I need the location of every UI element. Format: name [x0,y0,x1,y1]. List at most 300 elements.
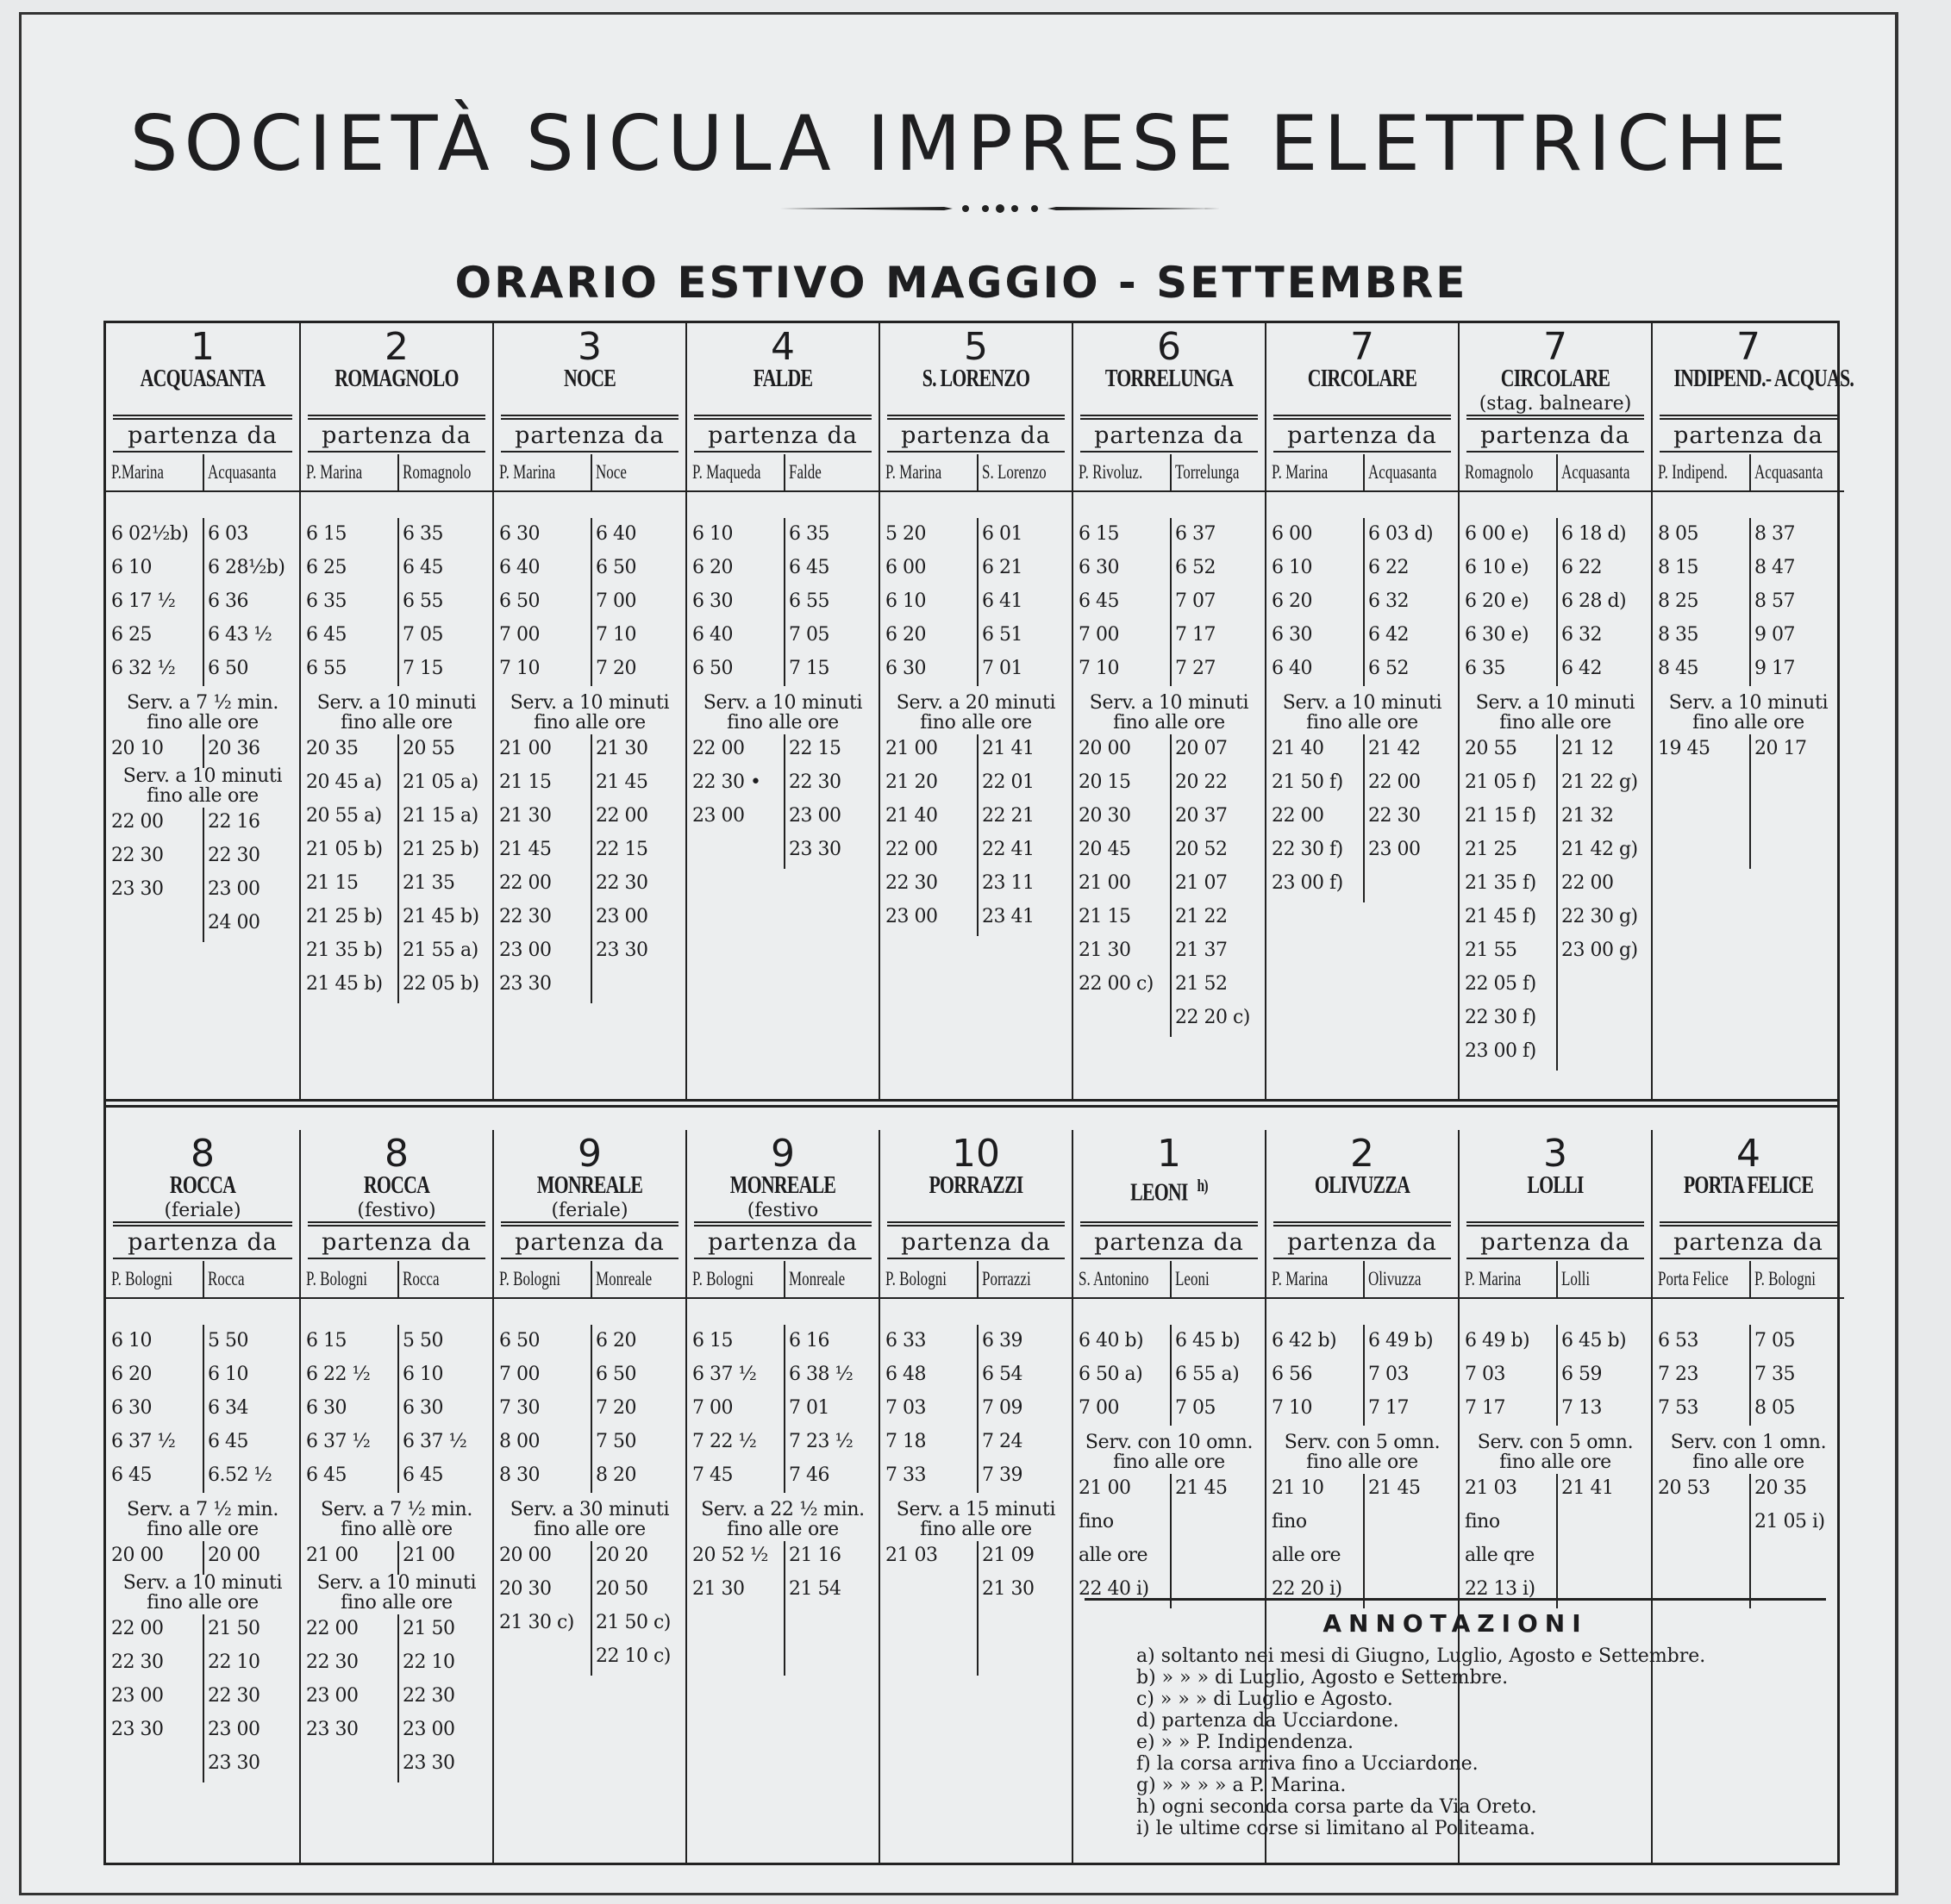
stop-divider [1363,454,1365,490]
time-column-divider [203,1614,204,1782]
departure-time: 8 25 [1658,590,1698,612]
departure-label: partenza da [1480,422,1630,449]
header-rule [301,1297,492,1299]
header-rule [1660,415,1837,420]
header-rule [687,1297,879,1299]
departure-time: 23 00 f) [1465,1040,1536,1062]
line-column [1072,323,1265,1099]
time-column-divider [1363,734,1365,902]
departure-time: 6 15 [1079,523,1119,545]
departure-label: partenza da [901,1229,1051,1256]
departure-label: partenza da [322,422,472,449]
departure-time: 9 17 [1754,658,1795,679]
line-column [685,323,879,1099]
departure-time: 6 16 [789,1330,829,1352]
departure-time: 6 55 [403,590,443,612]
stop-divider [1170,454,1172,490]
divider-ornament-icon [780,203,1220,215]
service-note: fino alle ore [147,712,259,734]
departure-time: 23 00 [111,1685,164,1707]
service-note: fino alle ore [727,712,839,734]
departure-label: partenza da [708,1229,858,1256]
line-name: ROCCA [363,1172,430,1199]
line-column [299,1130,492,1863]
header-rule [1080,1221,1258,1227]
departure-time: 7 15 [403,658,443,679]
departure-time: 7 53 [1658,1397,1698,1419]
service-note: Serv. a 10 minuti [1668,692,1829,714]
header-rule [1660,1258,1837,1259]
departure-time: 9 07 [1754,624,1795,646]
departure-time: 21 25 [1465,839,1517,860]
departure-time: 6 10 e) [1465,557,1529,578]
departure-time: 22 30 [789,771,841,793]
departure-time: 6 00 e) [1465,523,1529,545]
header-rule [494,490,685,492]
time-column-divider [203,808,204,942]
header-rule [1653,1297,1844,1299]
time-column-divider [203,734,204,768]
departure-time: 21 37 [1175,940,1228,961]
stop-name: Noce [596,461,627,483]
departure-time: 7 13 [1561,1397,1602,1419]
departure-time: 6 50 [499,1330,540,1352]
departure-time: 21 30 c) [499,1612,574,1633]
header-rule [1080,415,1258,420]
header-rule [106,490,299,492]
departure-time: 22 30 [403,1685,455,1707]
service-note: fino alle ore [1499,1451,1611,1473]
departure-time: 20 07 [1175,738,1228,759]
line-name: PORTA FELICE [1683,1172,1814,1199]
stop-name: P. Maqueda [692,461,761,483]
departure-time: 21 22 [1175,906,1228,927]
departure-time: 8 57 [1754,590,1795,612]
departure-time: 6 42 [1368,624,1409,646]
departure-time: 5 20 [885,523,926,545]
line-name: NOCE [564,365,616,392]
departure-time: 8 47 [1754,557,1795,578]
time-column-divider [397,1614,399,1782]
departure-time: 22 30 [208,845,260,866]
annotation-item: e) » » P. Indipendenza. [1136,1732,1354,1753]
stop-name: Monreale [789,1268,846,1289]
departure-time: 23 00 [208,1719,260,1740]
service-note: Serv. con 5 omn. [1284,1432,1441,1453]
departure-time: 20 00 [208,1545,260,1566]
line-name: PORRAZZI [929,1172,1023,1199]
departure-label: partenza da [1673,1229,1823,1256]
time-column-divider [1749,734,1751,869]
departure-time: 22 30 [1368,805,1421,827]
departure-time: 7 00 [499,624,540,646]
departure-time: 6 55 a) [1175,1364,1240,1385]
line-column [106,323,299,1099]
departure-time: 21 45 [1175,1477,1228,1499]
departure-time: 6 40 [1272,658,1312,679]
departure-time: 6 17 ½ [111,590,176,612]
line-number: 1 [191,325,215,369]
departure-label: partenza da [515,1229,665,1256]
header-rule [1466,415,1644,420]
departure-time: 22 15 [789,738,841,759]
stop-name: Acquasanta [1754,461,1823,483]
header-rule [687,490,879,492]
departure-time: 6 30 [885,658,926,679]
departure-time: 22 15 [596,839,648,860]
departure-time: 20 53 [1658,1477,1710,1499]
departure-label: partenza da [1480,1229,1630,1256]
departure-time: 6 45 [403,557,443,578]
time-column-divider [1749,518,1751,686]
line-column [879,1130,1072,1863]
departure-time: 22 00 [499,872,552,894]
stop-name: Torrelunga [1175,461,1240,483]
departure-time: 6 00 [1272,523,1312,545]
header-rule [1273,1221,1451,1227]
departure-time: 20 45 a) [306,771,382,793]
departure-time: 6 15 [692,1330,733,1352]
departure-time: 7 05 [403,624,443,646]
departure-time: 6 43 ½ [208,624,272,646]
departure-time: 6 35 [1465,658,1505,679]
service-note: Serv. con 10 omn. [1085,1432,1254,1453]
departure-time: fino [1465,1511,1500,1533]
departure-time: 21 45 [499,839,552,860]
departure-time: 19 45 [1658,738,1710,759]
annotation-item: d) partenza da Ucciardone. [1136,1710,1399,1732]
departure-time: 6 40 [499,557,540,578]
departure-time: 6 40 [596,523,636,545]
line-number: 9 [578,1132,602,1176]
header-rule [113,415,292,420]
departure-time: 20 15 [1079,771,1131,793]
stop-name: P. Marina [885,461,942,483]
departure-time: 6 37 [1175,523,1216,545]
departure-time: 21 42 [1368,738,1421,759]
header-rule [501,451,678,453]
service-note: fino alle ore [727,1519,839,1540]
time-column-divider [1749,1325,1751,1426]
annotation-item: h) ogni seconda corsa parte da Via Oreto. [1136,1796,1537,1818]
departure-time: 7 00 [692,1397,733,1419]
departure-time: 7 30 [499,1397,540,1419]
time-column-divider [591,1325,592,1493]
departure-label: partenza da [1287,422,1437,449]
departure-time: 22 16 [208,811,260,833]
stop-divider [977,1261,979,1297]
departure-time: 21 00 [1079,872,1131,894]
line-subtitle: (festivo) [357,1200,436,1221]
departure-time: 20 55 a) [306,805,382,827]
departure-time: 6 30 [499,523,540,545]
departure-time: 8 05 [1658,523,1698,545]
departure-time: 6 34 [208,1397,248,1419]
departure-time: 7 03 [1368,1364,1409,1385]
departure-time: 6 30 [692,590,733,612]
header-rule [501,1258,678,1259]
time-column-divider [591,1541,592,1676]
departure-time: 21 20 [885,771,938,793]
departure-time: 23 00 [885,906,938,927]
time-column-divider [1363,1325,1365,1426]
header-rule [880,490,1072,492]
header-rule [1273,1258,1451,1259]
departure-time: 6 50 [499,590,540,612]
stop-divider [1749,454,1751,490]
departure-label: partenza da [322,1229,472,1256]
stop-name: P. Bologni [1754,1268,1816,1289]
departure-time: 22 00 [1561,872,1614,894]
stop-name: Romagnolo [403,461,472,483]
line-column [106,1130,299,1863]
departure-time: 8 05 [1754,1397,1795,1419]
time-column-divider [1363,518,1365,686]
departure-time: 21 45 f) [1465,906,1536,927]
departure-time: 6 39 [982,1330,1022,1352]
time-column-divider [1556,518,1558,686]
departure-time: 22 30 [885,872,938,894]
departure-time: 23 00 f) [1272,872,1343,894]
time-column-divider [784,1541,785,1676]
service-note: fino alle ore [341,712,453,734]
company-title: SOCIETÀ SICULA IMPRESE ELETTRICHE [129,99,1793,188]
departure-time: 6 37 ½ [306,1431,371,1452]
departure-time: 7 01 [982,658,1022,679]
departure-time: 7 50 [596,1431,636,1452]
schedule-subtitle: ORARIO ESTIVO MAGGIO - SETTEMBRE [454,258,1468,308]
line-number: 2 [1350,1132,1374,1176]
departure-time: 8 20 [596,1464,636,1486]
departure-time: 23 30 [306,1719,359,1740]
departure-time: 22 05 b) [403,973,479,995]
stop-name: Rocca [208,1268,245,1289]
departure-time: 21 30 [1079,940,1131,961]
line-name: LOLLI [1527,1172,1584,1199]
header-rule [308,1221,485,1227]
line-name: FALDE [753,365,813,392]
departure-time: 21 41 [982,738,1035,759]
departure-time: 22 00 [111,1618,164,1639]
annotation-item: i) le ultime corse si limitano al Politeama. [1136,1818,1535,1839]
departure-time: 6 52 [1368,658,1409,679]
departure-time: 7 00 [499,1364,540,1385]
service-note: Serv. a 10 minuti [703,692,863,714]
service-note: fino alle ore [341,1592,453,1614]
annotation-item: b) » » » di Luglio, Agosto e Settembre. [1136,1667,1509,1689]
departure-time: 6 03 [208,523,248,545]
departure-time: 20 50 [596,1578,648,1600]
departure-time: 6 45 [111,1464,152,1486]
departure-time: 21 30 [596,738,648,759]
departure-time: 6 10 [208,1364,248,1385]
line-name: MONREALE [536,1172,643,1199]
service-note: fino alle ore [147,1519,259,1540]
line-name: LEONI $^{h)}$ [1130,1177,1208,1207]
departure-time: 6 30 [1272,624,1312,646]
departure-time: 6 50 a) [1079,1364,1143,1385]
departure-time: 6 45 [208,1431,248,1452]
departure-time: 22 10 [403,1651,455,1673]
stop-name: P. Bologni [111,1268,172,1289]
time-column-divider [397,1325,399,1493]
departure-time: 22 10 [208,1651,260,1673]
time-column-divider [1749,1474,1751,1608]
stop-name: P. Bologni [885,1268,947,1289]
header-rule [880,1297,1072,1299]
departure-time: 21 40 [1272,738,1324,759]
departure-time: 21 42 g) [1561,839,1638,860]
departure-time: 6 40 b) [1079,1330,1144,1352]
departure-time: 21 22 g) [1561,771,1638,793]
stop-name: Porrazzi [982,1268,1031,1289]
stop-name: P. Bologni [692,1268,754,1289]
departure-time: 23 00 [692,805,745,827]
header-rule [1266,1297,1458,1299]
departure-time: 6 54 [982,1364,1022,1385]
departure-time: 6 37 ½ [111,1431,176,1452]
service-note: Serv. a 10 minuti [316,1572,477,1594]
departure-time: 21 30 [692,1578,745,1600]
departure-time: 21 41 [1561,1477,1614,1499]
departure-time: 7 17 [1368,1397,1409,1419]
annotation-item: c) » » » di Luglio e Agosto. [1136,1689,1393,1710]
departure-time: 22 20 i) [1272,1578,1342,1600]
line-number: 3 [578,325,602,369]
departure-time: 6 28 d) [1561,590,1627,612]
departure-time: 21 00 [306,1545,359,1566]
line-name: TORRELUNGA [1104,365,1234,392]
departure-time: 22 30 [306,1651,359,1673]
departure-time: 23 30 [208,1752,260,1774]
service-note: fino alle ore [920,1519,1032,1540]
stop-name: P. Marina [1272,1268,1329,1289]
service-note: fino alle ore [1306,1451,1418,1473]
departure-time: 23 00 [306,1685,359,1707]
departure-time: 6 18 d) [1561,523,1627,545]
departure-time: 21 10 [1272,1477,1324,1499]
header-rule [308,1258,485,1259]
departure-time: 23 00 [499,940,552,961]
line-column [685,1130,879,1863]
departure-time: 7 05 [1175,1397,1216,1419]
departure-time: 23 30 [403,1752,455,1774]
service-note: Serv. a 30 minuti [510,1499,670,1520]
departure-time: 8 35 [1658,624,1698,646]
annotation-item: g) » » » » a P. Marina. [1136,1775,1347,1796]
line-name: INDIPEND.- ACQUAS. [1673,365,1854,392]
departure-time: 20 55 [1465,738,1517,759]
departure-time: 6 20 e) [1465,590,1529,612]
stop-name: Acquasanta [1561,461,1630,483]
departure-time: 8 00 [499,1431,540,1452]
departure-time: 6 30 e) [1465,624,1529,646]
service-note: fino alle ore [1113,1451,1225,1473]
stop-divider [397,454,399,490]
departure-time: 6 15 [306,1330,347,1352]
departure-label: partenza da [515,422,665,449]
stop-name: Leoni [1175,1268,1210,1289]
departure-time: 7 23 [1658,1364,1698,1385]
departure-time: 21 03 [1465,1477,1517,1499]
departure-time: fino [1079,1511,1114,1533]
departure-time: 6 51 [982,624,1022,646]
departure-time: 7 27 [1175,658,1216,679]
departure-time: 23 00 [1368,839,1421,860]
line-number: 9 [771,1132,795,1176]
header-rule [887,1221,1065,1227]
departure-time: 22 00 [1272,805,1324,827]
departure-time: 21 32 [1561,805,1614,827]
departure-label: partenza da [1094,1229,1244,1256]
time-column-divider [1170,518,1172,686]
header-rule [694,1221,872,1227]
departure-time: 7 00 [596,590,636,612]
line-number: 1 [1157,1132,1181,1176]
header-rule [494,1297,685,1299]
service-note: Serv. a 10 minuti [1475,692,1635,714]
stop-name: S. Lorenzo [982,461,1047,483]
line-name: ROMAGNOLO [335,365,459,392]
departure-time: 21 07 [1175,872,1228,894]
departure-time: 6 10 [111,1330,152,1352]
departure-time: 22 00 [111,811,164,833]
departure-time: 21 55 [1465,940,1517,961]
departure-label: partenza da [1094,422,1244,449]
departure-label: partenza da [1287,1229,1437,1256]
departure-time: 21 15 f) [1465,805,1536,827]
departure-time: 8 30 [499,1464,540,1486]
departure-time: 21 25 b) [403,839,479,860]
departure-time: 6 32 [1561,624,1602,646]
departure-time: 6.52 ½ [208,1464,272,1486]
line-subtitle: (stag. balneare) [1479,393,1632,415]
departure-time: 22 30 • [692,771,761,793]
header-rule [694,415,872,420]
departure-time: 21 05 b) [306,839,383,860]
stop-divider [1556,454,1558,490]
departure-time: 7 03 [1465,1364,1505,1385]
service-note: fino alle ore [147,1592,259,1614]
departure-time: 6 50 [692,658,733,679]
departure-time: 6 30 [306,1397,347,1419]
departure-time: 21 45 b) [403,906,479,927]
departure-time: 23 00 [596,906,648,927]
departure-time: 23 30 [789,839,841,860]
service-note: fino allè ore [341,1519,453,1540]
departure-time: 7 18 [885,1431,926,1452]
stop-name: Lolli [1561,1268,1591,1289]
departure-time: 21 03 [885,1545,938,1566]
departure-time: 6 20 [885,624,926,646]
service-note: Serv. a 10 minuti [122,1572,283,1594]
header-rule [1073,1297,1265,1299]
departure-time: 21 15 [1079,906,1131,927]
departure-time: 6 35 [306,590,347,612]
line-number: 7 [1543,325,1567,369]
departure-time: 6 37 ½ [403,1431,467,1452]
stop-name: P.Marina [111,461,164,483]
departure-time: 20 35 [306,738,359,759]
departure-time: alle ore [1079,1545,1147,1566]
departure-time: 6 21 [982,557,1022,578]
line-subtitle: (feriale) [164,1200,241,1221]
departure-time: 7 23 ½ [789,1431,854,1452]
departure-time: 20 37 [1175,805,1228,827]
departure-time: 20 36 [208,738,260,759]
annotation-item: f) la corsa arriva fino a Ucciardone. [1136,1753,1479,1775]
service-note: Serv. a 22 ½ min. [701,1499,865,1520]
